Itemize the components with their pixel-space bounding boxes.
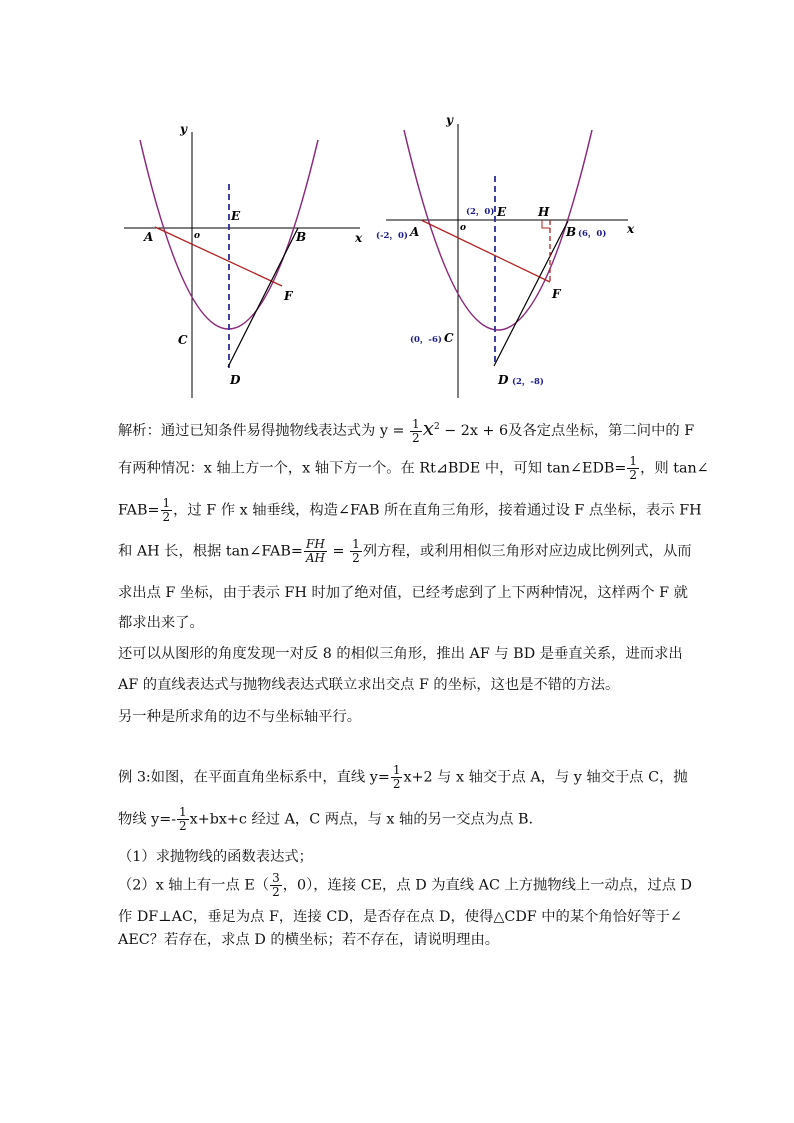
coord-d: (2，-8)	[512, 377, 544, 387]
label-a: A	[144, 230, 154, 244]
figure-2	[370, 110, 650, 400]
coord-b: (6，0)	[578, 229, 607, 239]
analysis-text: 解析：通过已知条件易得抛物线表达式为 y =	[118, 423, 410, 439]
coord-a: (-2，0)	[376, 231, 408, 241]
label-f: F	[552, 287, 561, 301]
example-text: 例 3:如图，在平面直角坐标系中，直线 y=	[118, 769, 390, 786]
label-origin: o	[194, 231, 201, 241]
analysis-line-8: AF 的直线表达式与抛物线表达式联立求出交点 F 的坐标，这也是不错的方法。	[118, 677, 620, 693]
label-f: F	[284, 289, 293, 303]
var-x: x	[422, 416, 434, 440]
exponent: 2	[433, 422, 440, 433]
label-c: C	[178, 333, 188, 347]
label-x: x	[355, 231, 363, 245]
label-e: E	[497, 205, 507, 219]
fraction-half: $\frac{1}{2}$	[629, 454, 638, 482]
fraction-three-halves: $\frac{3}{2}$	[272, 871, 280, 899]
example-line-2	[118, 806, 533, 833]
analysis-line-3	[118, 497, 702, 524]
figure-1	[118, 118, 368, 408]
analysis-text: 列方程，或利用相似三角形对应边成比例列式，从而	[362, 543, 692, 560]
analysis-text: ，过 F 作 x 轴垂线，构造∠FAB 所在直角三角形，接着通过设 F 点坐标，表示 FH	[173, 502, 702, 519]
label-y: y	[180, 122, 187, 136]
fraction-half: $\frac{1}{2}$	[352, 537, 360, 565]
label-h: H	[538, 205, 550, 219]
fraction-half: $\frac{1}{2}$	[392, 763, 401, 791]
analysis-text: − 2x + 6及各定点坐标，第二问中的 F	[439, 423, 695, 439]
example-text: （2）x 轴上有一点 E（	[118, 877, 270, 894]
label-e: E	[231, 209, 241, 223]
analysis-line-2	[118, 455, 709, 482]
analysis-text: FAB=	[118, 502, 160, 519]
example-text: 物线 y=-	[118, 811, 177, 828]
label-d: D	[230, 373, 241, 387]
label-b: B	[566, 225, 577, 239]
label-x: x	[627, 222, 635, 236]
label-b: B	[296, 230, 307, 244]
question-2-line-3: AEC？若存在，求点 D 的横坐标；若不存在，请说明理由。	[118, 932, 500, 948]
question-1: （1）求抛物线的函数表达式；	[118, 849, 313, 865]
analysis-line-4	[118, 538, 692, 565]
label-c: C	[444, 331, 454, 345]
label-y: y	[446, 113, 453, 127]
analysis-text: 和 AH 长，根据 tan∠FAB=	[118, 543, 303, 560]
label-a: A	[410, 225, 420, 239]
label-origin: o	[460, 223, 467, 233]
fraction-half: $\frac{1}{2}$	[162, 496, 171, 524]
analysis-text: 有两种情况：x 轴上方一个，x 轴下方一个。在 Rt⊿BDE 中，可知 tan∠EDB=	[118, 460, 627, 477]
analysis-text: =	[328, 543, 350, 560]
analysis-line-1	[118, 416, 694, 445]
example-text: x+bx+c 经过 A，C 两点，与 x 轴的另一交点为点 B.	[189, 811, 534, 828]
analysis-line-5: 求出点 F 坐标，由于表示 FH 时加了绝对值，已经考虑到了上下两种情况，这样两个 F 就	[118, 585, 688, 601]
example-text: ，0），连接 CE，点 D 为直线 AC 上方抛物线上一动点，过点 D	[282, 877, 693, 894]
fraction-half: $\frac{1}{2}$	[412, 416, 420, 445]
analysis-line-6: 都求出来了。	[118, 615, 204, 631]
coord-e: (2，0)	[466, 207, 495, 217]
analysis-line-9: 另一种是所求角的边不与坐标轴平行。	[118, 709, 362, 725]
analysis-text: ，则 tan∠	[640, 460, 709, 477]
right-angle-mark	[542, 220, 550, 228]
fraction-half: $\frac{1}{2}$	[179, 805, 187, 833]
fraction-fh-ah: $\frac{FH}{AH}$	[305, 537, 325, 565]
example-text: x+2 与 x 轴交于点 A，与 y 轴交于点 C，抛	[403, 769, 688, 786]
segment-af	[421, 220, 550, 282]
question-2-line-1	[118, 872, 692, 899]
analysis-line-7: 还可以从图形的角度发现一对反 8 的相似三角形，推出 AF 与 BD 是垂直关系，进而求出	[118, 646, 683, 662]
question-2-line-2: 作 DF⊥AC，垂足为点 F，连接 CD，是否存在点 D，使得△CDF 中的某个角恰好等于∠	[118, 909, 682, 925]
coord-c: (0，-6)	[410, 335, 442, 345]
label-d: D	[498, 373, 509, 387]
example-line-1	[118, 764, 688, 791]
